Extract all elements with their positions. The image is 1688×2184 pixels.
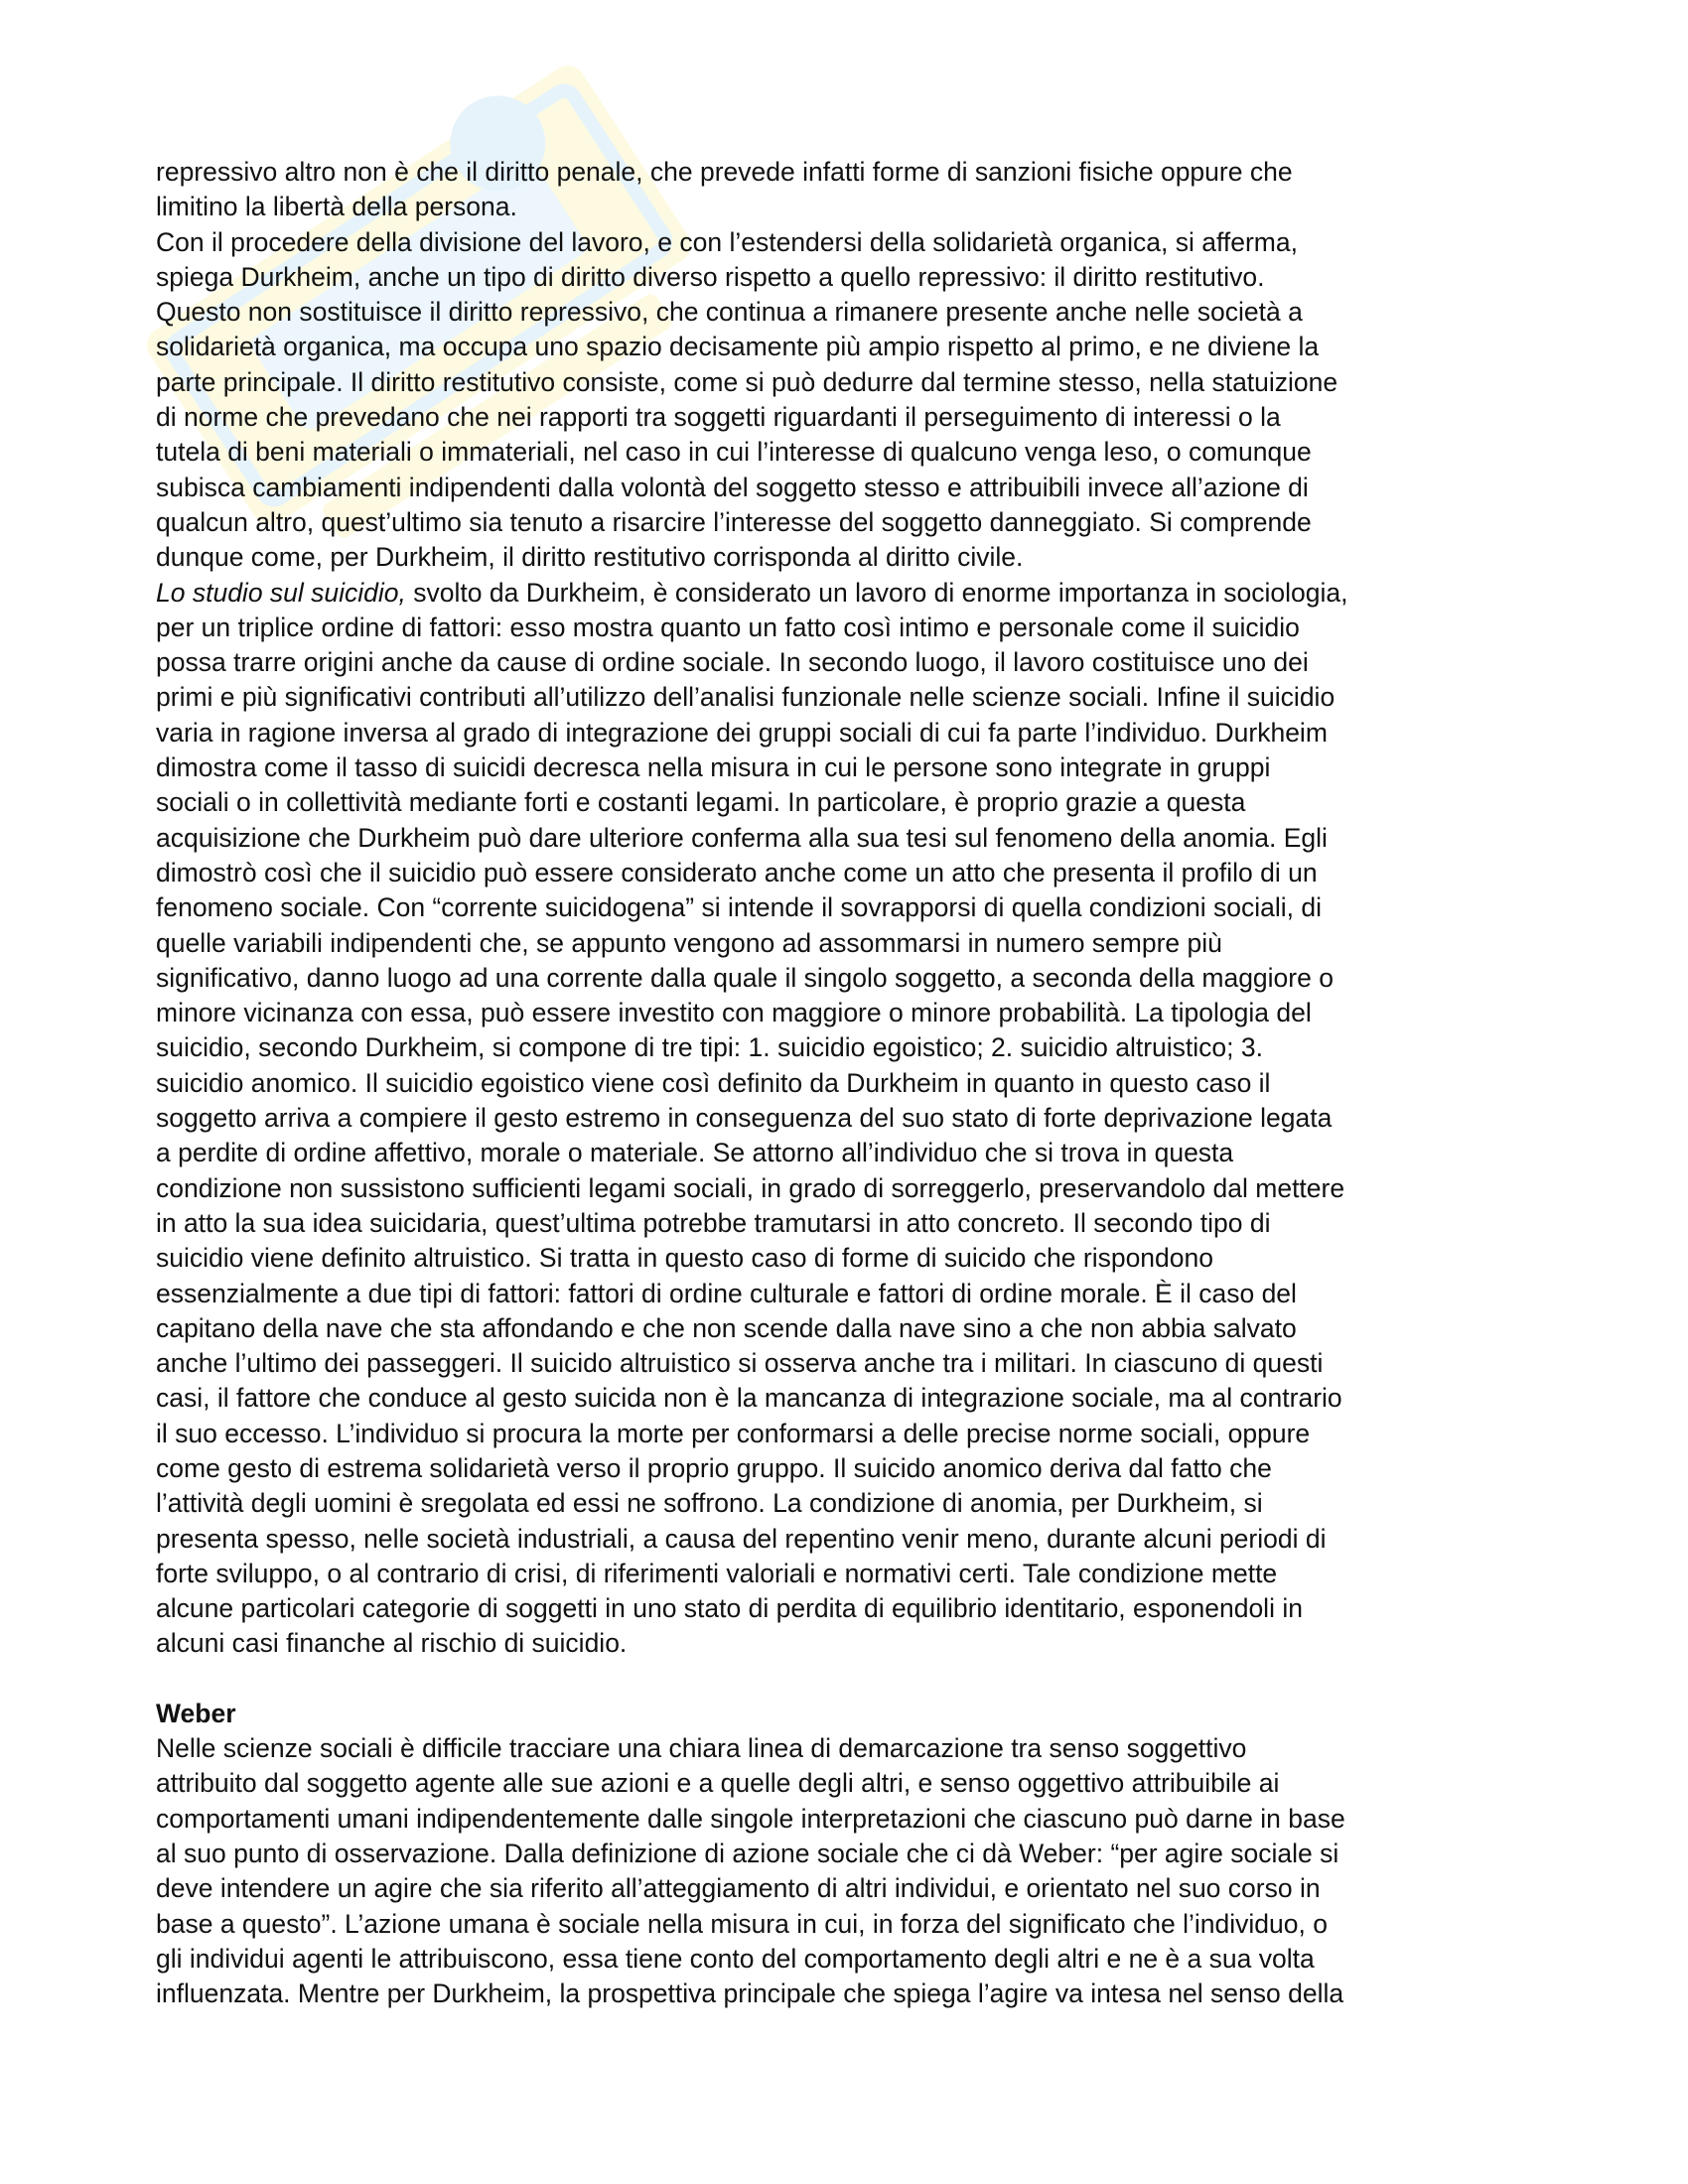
text-fragment: svolto da Durkheim, è considerato un lavoro di enorme importanza in sociologia, [405, 577, 1348, 608]
italic-book-title: Lo studio sul suicidio, [156, 577, 406, 608]
text-line: varia in ragione inversa al grado di integrazione dei gruppi sociali di cui fa parte l’individuo. Durkheim [156, 717, 1328, 748]
text-line: base a questo”. L’azione umana è sociale nella misura in cui, in forza del significato che l’individuo, o [156, 1908, 1328, 1939]
document-body [156, 155, 1536, 2011]
text-line: alcune particolari categorie di soggetti in uno stato di perdita di equilibrio identitario, esponendoli in [156, 1593, 1303, 1624]
paragraph-diritto-penale [156, 155, 1536, 225]
text-line: al suo punto di osservazione. Dalla definizione di azione sociale che ci dà Weber: “per agire sociale si [156, 1838, 1339, 1868]
text-line: parte principale. Il diritto restitutivo consiste, come si può dedurre dal termine stesso, nella statuizione [156, 366, 1338, 397]
text-line: quelle variabili indipendenti che, se appunto vengono ad assommarsi in numero sempre più [156, 927, 1222, 958]
text-line: subisca cambiamenti indipendenti dalla volontà del soggetto stesso e attribuibili invece all’azione di [156, 472, 1309, 502]
text-line: suicidio viene definito altruistico. Si tratta in questo caso di forme di suicido che rispondono [156, 1243, 1213, 1274]
text-line: minore vicinanza con essa, può essere investito con maggiore o minore probabilità. La tipologia del [156, 998, 1312, 1028]
text-line: gli individui agenti le attribuiscono, essa tiene conto del comportamento degli altri e ne è a sua volta [156, 1943, 1315, 1974]
text-line: possa trarre origini anche da cause di ordine sociale. In secondo luogo, il lavoro costituisce uno dei [156, 647, 1309, 678]
text-line: significativo, danno luogo ad una corrente dalla quale il singolo soggetto, a seconda della maggiore o [156, 962, 1334, 993]
text-line: dimostra come il tasso di suicidi decresca nella misura in cui le persone sono integrate in gruppi [156, 752, 1271, 783]
text-line: dunque come, per Durkheim, il diritto restitutivo corrisponda al diritto civile. [156, 542, 1024, 573]
text-line: soggetto arriva a compiere il gesto estremo in conseguenza del suo stato di forte deprivazione legata [156, 1103, 1333, 1134]
text-line: essenzialmente a due tipi di fattori: fattori di ordine culturale e fattori di ordine morale. È il caso del [156, 1278, 1297, 1308]
text-line: primi e più significativi contributi all’utilizzo dell’analisi funzionale nelle scienze sociali. Infine il suicidio [156, 682, 1336, 713]
text-line: comportamenti umani indipendentemente dalle singole interpretazioni che ciascuno può darne in base [156, 1803, 1345, 1834]
text-line: forte sviluppo, o al contrario di crisi, di riferimenti valoriali e normativi certi. Tale condizione mette [156, 1558, 1278, 1588]
text-line: per un triplice ordine di fattori: esso mostra quanto un fatto così intimo e personale come il suicidio [156, 612, 1300, 642]
text-line: dimostrò così che il suicidio può essere considerato anche come un atto che presenta il profilo di un [156, 857, 1318, 887]
paragraph-spacer [156, 1662, 1536, 1697]
text-line [156, 576, 1536, 611]
text-line: presenta spesso, nelle società industriali, a causa del repentino venir meno, durante alcuni periodi di [156, 1523, 1327, 1554]
text-line: suicidio anomico. Il suicidio egoistico viene così definito da Durkheim in quanto in questo caso il [156, 1067, 1271, 1098]
text-line: attribuito dal soggetto agente alle sue azioni e a quelle degli altri, e senso oggettivo attribuibile ai [156, 1768, 1280, 1799]
text-line: condizione non sussistono sufficienti legami sociali, in grado di sorreggerlo, preservandolo dal mettere [156, 1172, 1345, 1203]
text-line: acquisizione che Durkheim può dare ulteriore conferma alla sua tesi sul fenomeno della anomia. Egli [156, 822, 1328, 853]
text-line: deve intendere un agire che sia riferito all’atteggiamento di altri individui, e orientato nel suo corso in [156, 1873, 1321, 1904]
text-line: fenomeno sociale. Con “corrente suicidogena” si intende il sovrapporsi di quella condizioni sociali, di [156, 892, 1323, 923]
text-line: capitano della nave che sta affondando e che non scende dalla nave sino a che non abbia salvato [156, 1312, 1297, 1343]
text-line: in atto la sua idea suicidaria, quest’ultima potrebbe tramutarsi in atto concreto. Il secondo tipo di [156, 1207, 1271, 1238]
text-line: casi, il fattore che conduce al gesto suicida non è la mancanza di integrazione sociale, ma al contrario [156, 1383, 1342, 1414]
text-line: Con il procedere della divisione del lavoro, e con l’estendersi della solidarietà organica, si afferma, [156, 226, 1298, 257]
text-line: sociali o in collettività mediante forti e costanti legami. In particolare, è proprio grazie a questa [156, 787, 1246, 818]
text-line: a perdite di ordine affettivo, morale o materiale. Se attorno all’individuo che si trova in questa [156, 1138, 1234, 1168]
text-line: alcuni casi finanche al rischio di suicidio. [156, 1628, 628, 1659]
text-line: limitino la libertà della persona. [156, 192, 517, 222]
section-heading-weber: Weber [156, 1698, 236, 1728]
text-line: il suo eccesso. L’individuo si procura la morte per conformarsi a delle precise norme sociali, oppure [156, 1418, 1311, 1448]
text-line: influenzata. Mentre per Durkheim, la prospettiva principale che spiega l’agire va intesa nel senso della [156, 1979, 1344, 2009]
paragraph-diritto-restitutivo [156, 225, 1536, 576]
text-line: suicidio, secondo Durkheim, si compone di tre tipi: 1. suicidio egoistico; 2. suicidio altruistico; 3. [156, 1032, 1263, 1063]
text-line: l’attività degli uomini è sregolata ed essi ne soffrono. La condizione di anomia, per Durkheim, si [156, 1488, 1263, 1519]
text-line: tutela di beni materiali o immateriali, nel caso in cui l’interesse di qualcuno venga leso, o comunque [156, 437, 1312, 468]
text-line: spiega Durkheim, anche un tipo di diritto diverso rispetto a quello repressivo: il diritto restitutivo. [156, 261, 1265, 292]
text-line: di norme che prevedano che nei rapporti tra soggetti riguardanti il perseguimento di interessi o la [156, 402, 1281, 433]
text-line: qualcun altro, quest’ultimo sia tenuto a risarcire l’interesse del soggetto danneggiato. Si comprende [156, 506, 1312, 537]
paragraph-studio-suicidio [156, 576, 1536, 1662]
text-line: repressivo altro non è che il diritto penale, che prevede infatti forme di sanzioni fisiche oppure che [156, 157, 1293, 187]
text-line: Nelle scienze sociali è difficile tracciare una chiara linea di demarcazione tra senso soggettivo [156, 1733, 1247, 1764]
text-line: Questo non sostituisce il diritto repressivo, che continua a rimanere presente anche nelle società a [156, 297, 1303, 328]
text-line: solidarietà organica, ma occupa uno spazio decisamente più ampio rispetto al primo, e ne diviene la [156, 332, 1320, 362]
text-line: come gesto di estrema solidarietà verso il proprio gruppo. Il suicido anomico deriva dal fatto che [156, 1452, 1272, 1483]
text-line: anche l’ultimo dei passeggeri. Il suicido altruistico si osserva anche tra i militari. In ciascuno di questi [156, 1348, 1324, 1379]
paragraph-weber-azione-sociale [156, 1731, 1536, 2011]
